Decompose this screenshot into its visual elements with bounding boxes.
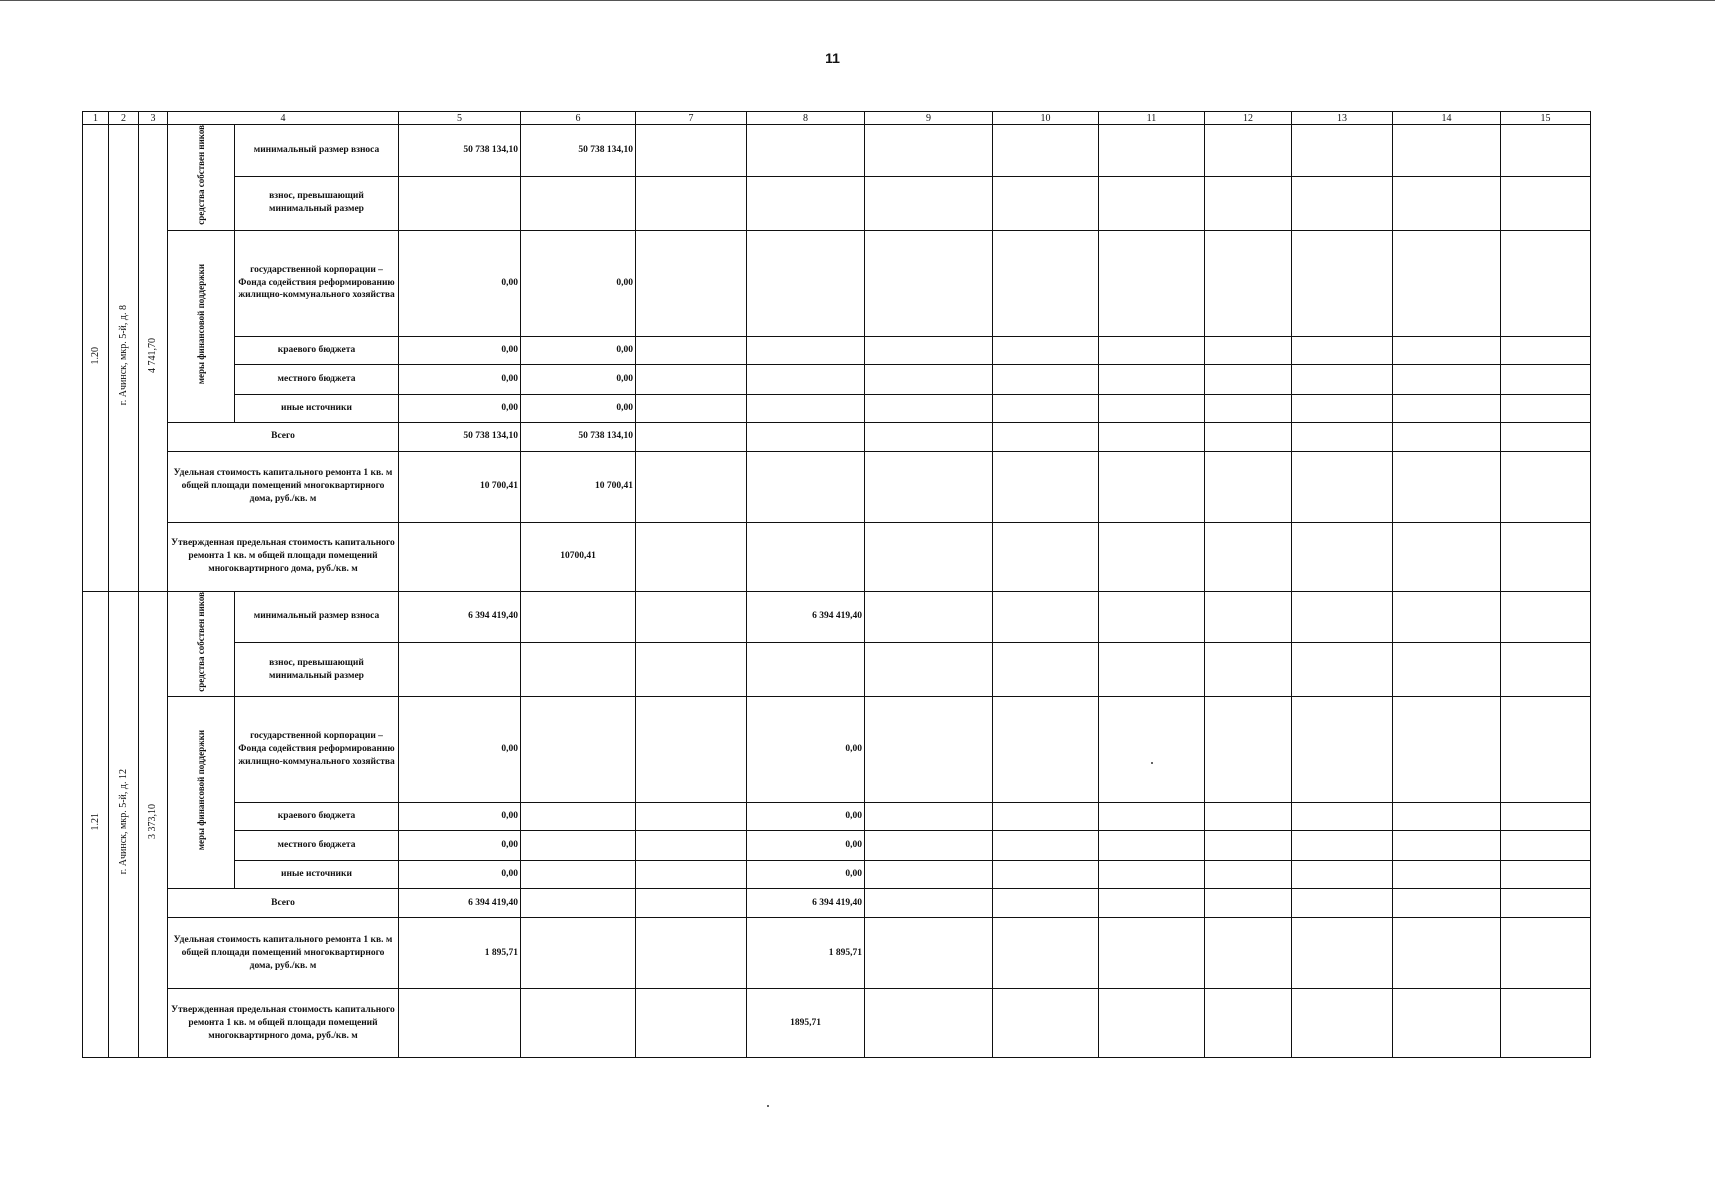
value-col-10 [993,451,1099,522]
value-col-10 [993,125,1099,177]
value-col-8 [747,364,865,394]
value-col-13 [1292,989,1393,1058]
value-col-10 [993,697,1099,803]
object-area-text: 4 741,70 [147,337,159,373]
value-col-5: 50 738 134,10 [399,422,521,451]
own-funds-label: средства собствен ников [195,125,206,225]
value-col-9 [865,889,993,918]
value-col-8: 1895,71 [747,989,865,1058]
value-col-5: 0,00 [399,803,521,831]
row-label-local: местного бюджета [235,831,399,861]
value-col-11 [1099,697,1205,803]
table-row [83,522,1591,591]
row-label-fund: государственной корпорации – Фонда содействия реформированию жилищно-коммунального хозяйства [235,697,399,803]
value-col-10 [993,394,1099,422]
value-col-5 [399,176,521,230]
value-col-6: 10700,41 [521,522,636,591]
value-col-15 [1501,697,1591,803]
table-row [83,394,1591,422]
value-col-8: 1 895,71 [747,918,865,989]
value-col-5: 6 394 419,40 [399,889,521,918]
column-header-13: 13 [1292,112,1393,125]
value-col-8 [747,176,865,230]
object-number [83,125,109,592]
value-col-9 [865,364,993,394]
value-col-9 [865,422,993,451]
value-col-11 [1099,918,1205,989]
support-category [168,697,235,889]
value-col-5: 0,00 [399,697,521,803]
value-col-10 [993,336,1099,364]
table-row [83,422,1591,451]
value-col-10 [993,643,1099,697]
value-col-13 [1292,336,1393,364]
row-label-other: иные источники [235,394,399,422]
object-number-text: 1.20 [89,346,101,365]
value-col-5: 50 738 134,10 [399,125,521,177]
value-col-11 [1099,861,1205,889]
value-col-5 [399,643,521,697]
value-col-7 [636,176,747,230]
value-col-9 [865,451,993,522]
value-col-13 [1292,697,1393,803]
value-col-9 [865,394,993,422]
page-number: 11 [825,50,840,66]
value-col-12 [1205,831,1292,861]
value-col-12 [1205,394,1292,422]
value-col-15 [1501,831,1591,861]
value-col-13 [1292,451,1393,522]
value-col-15 [1501,394,1591,422]
value-col-9 [865,230,993,336]
value-col-9 [865,643,993,697]
value-col-7 [636,364,747,394]
value-col-13 [1292,591,1393,643]
value-col-5 [399,989,521,1058]
value-col-15 [1501,336,1591,364]
row-label-unit-cost: Удельная стоимость капитального ремонта 1 кв. м общей площади помещений многоквартирного дома, руб./кв. м [168,451,399,522]
value-col-13 [1292,176,1393,230]
value-col-6: 0,00 [521,336,636,364]
value-col-6: 0,00 [521,230,636,336]
value-col-10 [993,861,1099,889]
value-col-8 [747,522,865,591]
value-col-15 [1501,522,1591,591]
value-col-7 [636,522,747,591]
value-col-6 [521,591,636,643]
row-label-other: иные источники [235,861,399,889]
value-col-5: 1 895,71 [399,918,521,989]
value-col-9 [865,989,993,1058]
value-col-5: 0,00 [399,336,521,364]
row-label-above-min: взнос, превышающий минимальный размер [235,176,399,230]
value-col-13 [1292,394,1393,422]
value-col-5: 0,00 [399,230,521,336]
value-col-13 [1292,522,1393,591]
row-label-regional: краевого бюджета [235,803,399,831]
value-col-15 [1501,125,1591,177]
value-col-8: 0,00 [747,697,865,803]
value-col-7 [636,125,747,177]
value-col-14 [1393,336,1501,364]
value-col-13 [1292,918,1393,989]
value-col-11 [1099,364,1205,394]
support-label: меры финансовой поддержки [195,263,206,384]
value-col-12 [1205,803,1292,831]
value-col-6 [521,989,636,1058]
value-col-14 [1393,831,1501,861]
row-label-local: местного бюджета [235,364,399,394]
row-label-min-payment: минимальный размер взноса [235,591,399,643]
object-area-text: 3 373,10 [147,804,159,840]
value-col-14 [1393,125,1501,177]
own-funds-category [168,591,235,697]
column-header-5: 5 [399,112,521,125]
value-col-15 [1501,861,1591,889]
value-col-8 [747,394,865,422]
object-address-text: г. Ачинск, мкр. 5-й, д. 12 [117,769,129,875]
value-col-15 [1501,918,1591,989]
value-col-13 [1292,125,1393,177]
table-row [83,861,1591,889]
value-col-11 [1099,803,1205,831]
value-col-8: 6 394 419,40 [747,591,865,643]
value-col-15 [1501,643,1591,697]
table-row [83,643,1591,697]
object-area [139,591,168,1058]
value-col-8 [747,422,865,451]
value-col-14 [1393,394,1501,422]
value-col-12 [1205,989,1292,1058]
value-col-7 [636,831,747,861]
capital-repair-table [82,111,1591,1058]
value-col-13 [1292,803,1393,831]
row-label-total: Всего [168,889,399,918]
value-col-13 [1292,422,1393,451]
value-col-11 [1099,230,1205,336]
value-col-11 [1099,451,1205,522]
column-header-9: 9 [865,112,993,125]
table-row [83,451,1591,522]
value-col-6: 50 738 134,10 [521,125,636,177]
value-col-7 [636,643,747,697]
value-col-10 [993,989,1099,1058]
value-col-14 [1393,803,1501,831]
value-col-11 [1099,176,1205,230]
value-col-8 [747,336,865,364]
value-col-10 [993,422,1099,451]
value-col-12 [1205,422,1292,451]
value-col-6 [521,803,636,831]
value-col-10 [993,918,1099,989]
row-label-regional: краевого бюджета [235,336,399,364]
value-col-15 [1501,364,1591,394]
value-col-11 [1099,522,1205,591]
value-col-14 [1393,364,1501,394]
value-col-11 [1099,889,1205,918]
value-col-10 [993,591,1099,643]
value-col-12 [1205,230,1292,336]
value-col-14 [1393,522,1501,591]
column-header-15: 15 [1501,112,1591,125]
value-col-14 [1393,422,1501,451]
value-col-6 [521,889,636,918]
row-label-fund: государственной корпорации – Фонда содействия реформированию жилищно-коммунального хозяйства [235,230,399,336]
row-label-max-cost: Утвержденная предельная стоимость капитального ремонта 1 кв. м общей площади помещений многоквартирного дома, руб./кв. м [168,522,399,591]
value-col-11 [1099,591,1205,643]
value-col-7 [636,918,747,989]
value-col-12 [1205,451,1292,522]
value-col-9 [865,125,993,177]
object-number-text: 1.21 [89,813,101,831]
table-row [83,591,1591,643]
value-col-12 [1205,125,1292,177]
value-col-12 [1205,889,1292,918]
value-col-15 [1501,889,1591,918]
value-col-5: 6 394 419,40 [399,591,521,643]
table-row [83,125,1591,177]
value-col-14 [1393,230,1501,336]
value-col-6 [521,697,636,803]
value-col-8 [747,451,865,522]
value-col-12 [1205,522,1292,591]
value-col-9 [865,591,993,643]
value-col-10 [993,831,1099,861]
table-row [83,230,1591,336]
value-col-7 [636,422,747,451]
value-col-7 [636,336,747,364]
value-col-9 [865,803,993,831]
table-row [83,803,1591,831]
value-col-7 [636,591,747,643]
value-col-9 [865,522,993,591]
value-col-7 [636,230,747,336]
value-col-6 [521,643,636,697]
column-header-7: 7 [636,112,747,125]
table-row [83,697,1591,803]
row-label-min-payment: минимальный размер взноса [235,125,399,177]
value-col-12 [1205,918,1292,989]
value-col-14 [1393,861,1501,889]
own-funds-category [168,125,235,231]
value-col-8: 0,00 [747,803,865,831]
value-col-15 [1501,230,1591,336]
value-col-6 [521,831,636,861]
object-address [109,591,139,1058]
column-header-11: 11 [1099,112,1205,125]
value-col-6 [521,918,636,989]
value-col-13 [1292,643,1393,697]
column-header-3: 3 [139,112,168,125]
value-col-11 [1099,643,1205,697]
support-label: меры финансовой поддержки [195,730,206,851]
value-col-12 [1205,176,1292,230]
value-col-9 [865,861,993,889]
value-col-8 [747,230,865,336]
object-number [83,591,109,1058]
table-row [83,176,1591,230]
value-col-8: 6 394 419,40 [747,889,865,918]
table-row [83,918,1591,989]
value-col-6: 0,00 [521,394,636,422]
value-col-6 [521,861,636,889]
value-col-7 [636,394,747,422]
row-label-max-cost: Утвержденная предельная стоимость капитального ремонта 1 кв. м общей площади помещений многоквартирного дома, руб./кв. м [168,989,399,1058]
value-col-5: 0,00 [399,861,521,889]
value-col-10 [993,176,1099,230]
column-header-14: 14 [1393,112,1501,125]
value-col-12 [1205,643,1292,697]
value-col-14 [1393,918,1501,989]
page-top-border [0,0,1715,1]
value-col-8: 0,00 [747,831,865,861]
value-col-10 [993,364,1099,394]
value-col-5: 0,00 [399,831,521,861]
value-col-7 [636,989,747,1058]
object-address-text: г. Ачинск, мкр. 5-й, д. 8 [117,305,129,406]
value-col-8 [747,125,865,177]
value-col-7 [636,889,747,918]
object-address [109,125,139,592]
value-col-15 [1501,989,1591,1058]
support-category [168,230,235,422]
value-col-9 [865,697,993,803]
value-col-6: 10 700,41 [521,451,636,522]
value-col-14 [1393,889,1501,918]
value-col-7 [636,861,747,889]
table-row [83,336,1591,364]
value-col-9 [865,918,993,989]
column-header-1: 1 [83,112,109,125]
column-header-10: 10 [993,112,1099,125]
row-label-unit-cost: Удельная стоимость капитального ремонта 1 кв. м общей площади помещений многоквартирного дома, руб./кв. м [168,918,399,989]
value-col-15 [1501,803,1591,831]
column-number-row [83,112,1591,125]
row-label-above-min: взнос, превышающий минимальный размер [235,643,399,697]
value-col-11 [1099,989,1205,1058]
value-col-10 [993,803,1099,831]
value-col-15 [1501,422,1591,451]
value-col-14 [1393,451,1501,522]
value-col-14 [1393,591,1501,643]
value-col-15 [1501,451,1591,522]
value-col-12 [1205,697,1292,803]
value-col-6 [521,176,636,230]
row-label-total: Всего [168,422,399,451]
value-col-13 [1292,861,1393,889]
scan-speck [1151,762,1153,764]
value-col-12 [1205,364,1292,394]
value-col-6: 0,00 [521,364,636,394]
value-col-13 [1292,831,1393,861]
value-col-9 [865,176,993,230]
value-col-7 [636,451,747,522]
value-col-13 [1292,889,1393,918]
value-col-13 [1292,364,1393,394]
scan-speck [767,1105,769,1107]
value-col-7 [636,697,747,803]
value-col-12 [1205,591,1292,643]
value-col-8: 0,00 [747,861,865,889]
object-area [139,125,168,592]
value-col-9 [865,336,993,364]
table-row [83,831,1591,861]
value-col-10 [993,522,1099,591]
value-col-5: 0,00 [399,364,521,394]
value-col-5: 10 700,41 [399,451,521,522]
value-col-14 [1393,697,1501,803]
value-col-9 [865,831,993,861]
value-col-13 [1292,230,1393,336]
column-header-8: 8 [747,112,865,125]
value-col-15 [1501,591,1591,643]
column-header-12: 12 [1205,112,1292,125]
value-col-12 [1205,336,1292,364]
table-row [83,989,1591,1058]
table-row [83,889,1591,918]
value-col-5 [399,522,521,591]
value-col-7 [636,803,747,831]
value-col-11 [1099,125,1205,177]
column-header-4: 4 [168,112,399,125]
table-row [83,364,1591,394]
value-col-11 [1099,394,1205,422]
column-header-2: 2 [109,112,139,125]
value-col-11 [1099,422,1205,451]
value-col-10 [993,889,1099,918]
value-col-11 [1099,336,1205,364]
value-col-15 [1501,176,1591,230]
value-col-8 [747,643,865,697]
value-col-14 [1393,989,1501,1058]
own-funds-label: средства собствен ников [195,591,206,692]
value-col-12 [1205,861,1292,889]
value-col-11 [1099,831,1205,861]
value-col-14 [1393,176,1501,230]
column-header-6: 6 [521,112,636,125]
value-col-5: 0,00 [399,394,521,422]
value-col-10 [993,230,1099,336]
value-col-14 [1393,643,1501,697]
value-col-6: 50 738 134,10 [521,422,636,451]
